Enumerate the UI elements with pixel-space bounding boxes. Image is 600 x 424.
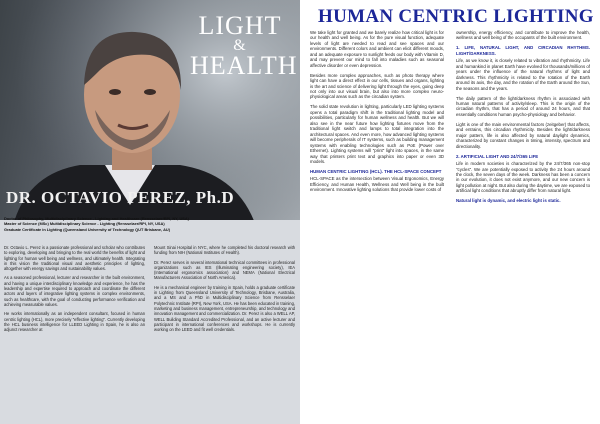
author-degrees [4, 216, 300, 232]
biography-column-1 [4, 245, 145, 336]
right-page [300, 0, 600, 424]
article-paragraph: The daily pattern of the light/darkness rhythm is associated with human natural patterns of activity/sleep. This is the origin of the circadian rhythm, that has a period of around 24 hours, and that essentially conditions human psycho-physiology and behavior. [456, 95, 590, 117]
title-line-light: LIGHT [198, 11, 282, 40]
title-line-health: HEALTH [190, 51, 298, 80]
article-paragraph: Life, as we know it, is closely related to vibration and rhythmicity. Life and humankind in planet Earth have evolved for thousands/millions of years under the influence of the natural rhythms of light and darkness. This rhythmicity is related to the rotation of the Earth around its axis, the day, and the rotation of the Earth around the Sun, the seasons and the years. [456, 58, 590, 91]
section-heading: 2. ARTIFICIAL LIGHT AND 24/7/365 LIFE [456, 153, 539, 159]
degree-line: Doctor of Philosophy, Multidisciplinary Science - Lighting and Healthcare (Rensselaer/RPI, NY, USA) [4, 216, 189, 221]
author-name: DR. OCTAVIO PEREZ, Ph.D [6, 188, 235, 207]
bio-paragraph: As a seasoned professional, lecturer and researcher in the built environment, and having a unique interdisciplinary knowledge and experience, he has the leadership and expertise required to approach and coordinate the different actors and layers of integrative lighting systems in complex environments, such as healthcare, with the goal of conducting performance verification and achieving measurable values. [4, 275, 145, 307]
article-title: HUMAN CENTRIC LIGHTING [318, 6, 594, 27]
bio-paragraph: He is a mechanical engineer by training in Spain, holds a graduate certificate in Lighting from Queensland University of Technology, Brisbane, Australia, and a MS and a PhD in Multidisciplinary Science from Rensselaer Polytechnic Institute (RPI), New York, USA. He has been educated in training, marketing and business management, entrepreneurship, and technology and innovation management and commercialization. Dr. Perez is also a WELL AP, WELL Building Standard Accredited Professional, and an active lecturer and participant in international conferences and workshops. He is currently working on the LEED and fit well credentials. [154, 284, 295, 333]
portrait-photo [0, 0, 300, 220]
biography-column-2 [154, 245, 295, 336]
article-paragraph: Besides more complex approaches, such as photo therapy where light can have a direct effect in our cells, tissues and organs, lighting is the art and science of delivering light through the eyes, going deep not only into our visual brain, but also into more complex neuro-physiological areas such as the circadian system. [310, 72, 444, 100]
degree-line: Graduate Certificate in Lighting (Queensland University of Technology QUT Brisbane, AU) [4, 226, 171, 232]
bio-paragraph: Dr. Perez serves in several international technical committees in professional organizations such as IES (Illuminating engineering society), IEA (International ergonomics association) and NEMA (National Electrical Manufacturers Association of North America). [154, 259, 295, 281]
article-column-2 [456, 30, 590, 206]
section-heading: Natural light is dynamic, and electric light is static. [456, 198, 561, 204]
article-paragraph: HCL-SPACE as the intersection between Visual Ergonomics, Energy Efficiency, and Human Health, Wellness and Well being in the built environment. Innovative lighting solutions that provide lower costs of [310, 176, 444, 193]
article-paragraph: ownership, energy efficiency, and contribute to improve the health, wellness and well being of the occupants of the built environment. [456, 30, 590, 41]
bio-paragraph: He works internationally as an independent consultant, focused in human centric lighting (HCL), more precisely "effective lighting". Currently developing the HCL business intelligence for LLEED Lighting in Spain, he is also an adjunct researcher at [4, 311, 145, 333]
article-paragraph: The solid state revolution in lighting, particularly LED lighting systems opens a total paradigm shift in the traditional lighting model and possibilities, particularly for human wellness and health. But we will also see in the near future how lighting fixtures move from the traditional light switch and lamps to total integration into the architectural spaces. And even more, how advanced lighting systems will become peripherals of IT systems, such as building management systems with enabling technologies such as PoE (Power over Ethernet). Lighting systems will "print" light into spaces, in the same way that printers print text and graphics into paper or even 3D models. [310, 104, 444, 164]
article-column-1 [310, 30, 444, 197]
title-ampersand: & [233, 37, 247, 54]
degree-line: Master of Science (MSc) Multidisciplinary Science - Lighting (Rensselaer/RPI, NY, USA) [4, 221, 165, 227]
article-paragraph: Light is one of the main environmental factors (zeitgeber) that affects, and entrains, this circadian rhythmicity. Besides the light/darkness major pattern, life is also affected by natural daylight dynamics, characterized by constant changes in timing, intensity, spectrum and directionality. [456, 121, 590, 149]
bio-paragraph: Dr. Octavio L. Perez is a passionate professional and scholar who contributes to exploring, developing and bringing to the real world the benefits of light and lighting for human well being and wellness, and ultimately health. Integrating in this vision the traditional visual and aesthetic principles of lighting, altogether with energy savings and sustainability values. [4, 245, 145, 272]
section-heading: 1. LIFE, NATURAL LIGHT, AND CIRCADIAN RHYTHMS. LIGHT/DARKNESS. [456, 45, 590, 56]
bio-paragraph: Mount Sinai Hospital in NYC, where he completed his doctoral research with funding from NIH (National Institutes of Health). [154, 245, 295, 256]
book-title [190, 11, 298, 80]
article-paragraph: We take light for granted and we barely realize how critical light is for our health and well being. As for the pure visual function, adequate levels of light are needed to read and see spaces and our environments. Different colors and ambient can elicit different moods, and an adequate exposure to sunlight feeds our body with Vitamin D, and may prevent our mind to fall into maladies such as seasonal affective disorder or even depression. [310, 30, 444, 68]
article-paragraph: Life in modern societies is characterized by the 24/7/365 non-stop "cycles". We are potentially exposed to activity the 24 hours around the clock, the seven days of the week. Darkness has been a concern in our evolution, it does not exist anymore, and our new concern is light pollution at night. But also during the daytime, we are exposed to artificial light conditions that abruptly differ from natural light. [456, 161, 590, 194]
section-heading: HUMAN CENTRIC LIGHTING (HCL). THE HCL-SPACE CONCEPT [310, 168, 442, 174]
author-biography [4, 245, 296, 421]
